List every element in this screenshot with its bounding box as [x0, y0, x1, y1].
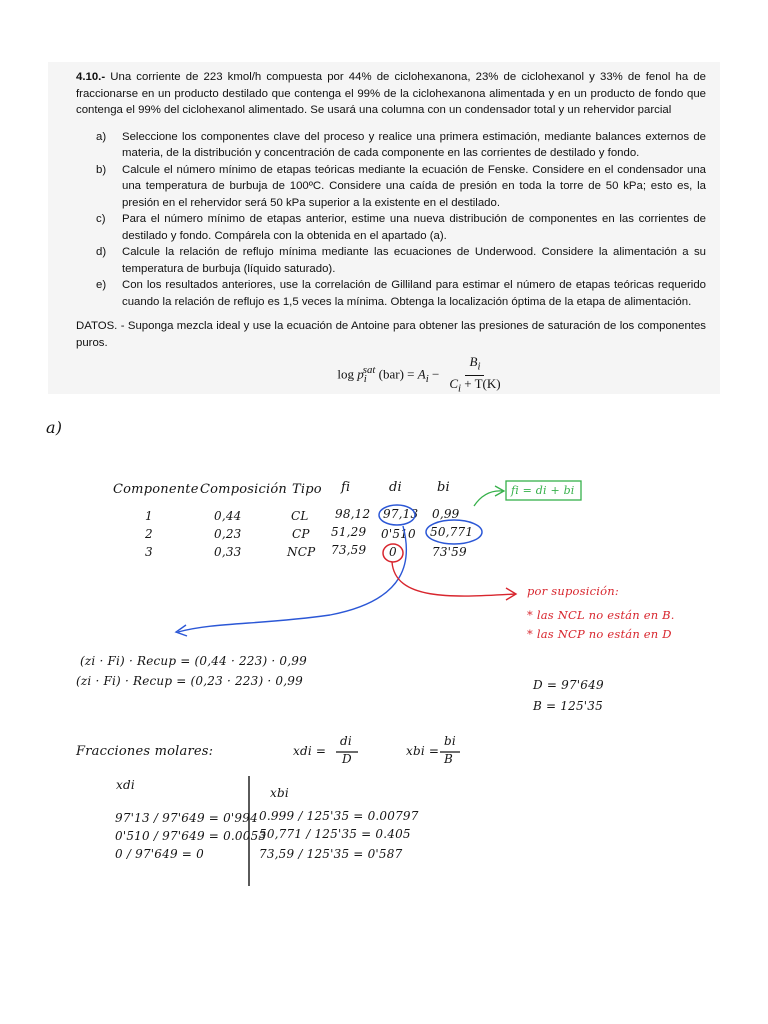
- recovery-line-2: (zi · Fi) · Recup = (0,23 · 223) · 0,99: [76, 674, 303, 688]
- problem-item-d: d) Calcule la relación de reflujo mínima mediante las ecuaciones de Underwood. Considere la alimentación a su temperatura de burbuja (líquido saturado).: [96, 246, 706, 275]
- header-bi: bi: [437, 480, 450, 495]
- row2-di: 0'510: [381, 527, 416, 541]
- antoine-fraction: $\frac{B_i}{C_i + T(K)}$: [449, 354, 501, 395]
- arrowhead-green: [495, 486, 504, 496]
- xb-formula-lhs: xbi =: [406, 744, 440, 758]
- row2-composition: 0,23: [214, 527, 242, 541]
- row1-fi: 98,12: [335, 507, 371, 521]
- row2-bi: 50,771: [430, 525, 474, 539]
- row1-type: CL: [291, 509, 309, 523]
- problem-datos: DATOS. - Suponga mezcla ideal y use la ecuación de Antoine para obtener las presiones de saturación de los componentes puros.: [76, 320, 706, 349]
- problem-intro: [76, 69, 706, 119]
- xb-row-3: 73,59 / 125'35 = 0'587: [259, 847, 403, 861]
- header-di: di: [389, 480, 402, 495]
- xd-header: xdi: [116, 778, 135, 792]
- row3-di: 0: [389, 545, 397, 559]
- problem-item-a: a) Seleccione los componentes clave del proceso y realice una primera estimación, mediante balances externos de materia, de la distribución y concentración de cada componente en las corrientes de destilado y fondo.: [96, 130, 706, 159]
- problem-items: [76, 129, 706, 311]
- problem-item-c: c) Para el número mínimo de etapas anterior, estime una nueva distribución de componentes en las corrientes de destilado y fondo. Compárela con la obtenida en el apartado (a).: [96, 213, 706, 242]
- row1-di: 97,13: [383, 507, 419, 521]
- part-a-label: a): [46, 418, 63, 437]
- arrow-red-assumption: [392, 562, 515, 596]
- row2-component: 2: [145, 527, 153, 541]
- row3-bi: 73'59: [432, 545, 467, 559]
- xd-row-1: 97'13 / 97'649 = 0'994: [115, 811, 258, 825]
- row2-type: CP: [292, 527, 310, 541]
- xb-formula-den: B: [444, 752, 454, 766]
- row3-type: NCP: [287, 545, 316, 559]
- arrowhead-blue: [176, 625, 187, 636]
- header-componente: Componente: [113, 482, 199, 497]
- xd-row-3: 0 / 97'649 = 0: [115, 847, 204, 861]
- xd-row-2: 0'510 / 97'649 = 0.0053: [115, 829, 267, 843]
- problem-item-e: e) Con los resultados anteriores, use la correlación de Gilliland para estimar el número de etapas teóricas requerido cuando la relación de reflujo es 1,5 veces la mínima. Obtenga la localización óptima de la etapa de alimentación.: [96, 279, 706, 308]
- antoine-equation: $\log p_i^{sat}$ $(bar) = A_i$ − $\frac{B_i}{C_i + T(K)}$: [76, 354, 706, 396]
- header-tipo: Tipo: [292, 482, 322, 497]
- arrow-green: [474, 491, 503, 506]
- xd-formula-num: di: [340, 734, 352, 748]
- arrowhead-red: [506, 588, 516, 600]
- row3-component: 3: [145, 545, 153, 559]
- xb-row-1: 0.999 / 125'35 = 0.00797: [259, 809, 419, 823]
- xb-header: xbi: [270, 786, 289, 800]
- row1-composition: 0,44: [214, 509, 242, 523]
- assumption-2: * las NCP no están en D: [527, 627, 672, 641]
- bottoms-total: B = 125'35: [533, 699, 603, 713]
- xb-row-2: 50,771 / 125'35 = 0.405: [259, 827, 411, 841]
- balance-note: fi = di + bi: [511, 484, 575, 497]
- assumption-title: por suposición:: [527, 584, 619, 598]
- row3-fi: 73,59: [331, 543, 367, 557]
- problem-item-b: b) Calcule el número mínimo de etapas teóricas mediante la ecuación de Fenske. Considere en el condensador una una temperatura de burbuja de 100ºC. Considere una caída de presión en toda la torre de 50 kPa; esto es, la presión en el rehervidor será 50 kPa superior a la existente en el destilado.: [96, 163, 706, 209]
- problem-text: Una corriente de 223 kmol/h compuesta por 44% de ciclohexanona, 23% de ciclohexanol y 33% de fenol ha de fraccionarse en un producto destilado que contenga el 99% de la ciclohexanona alimentada y en un producto de fondo que contenga el 99% del ciclohexanol alimentado. Se usará una columna con un condensador total y un rehervidor parcial: [76, 71, 706, 116]
- assumption-1: * las NCL no están en B.: [527, 608, 675, 622]
- fractions-title: Fracciones molares:: [76, 744, 214, 759]
- xb-formula-num: bi: [444, 734, 456, 748]
- row3-composition: 0,33: [214, 545, 242, 559]
- arrow-blue-recovery: [178, 526, 406, 632]
- problem-number: 4.10.-: [76, 71, 106, 83]
- problem-statement-box: [48, 62, 720, 394]
- row1-bi: 0,99: [432, 507, 460, 521]
- header-fi: fi: [341, 480, 351, 495]
- recovery-line-1: (zi · Fi) · Recup = (0,44 · 223) · 0,99: [80, 654, 307, 668]
- header-composicion: Composición: [200, 482, 287, 497]
- row2-fi: 51,29: [331, 525, 367, 539]
- distillate-total: D = 97'649: [533, 678, 604, 692]
- row1-component: 1: [145, 509, 153, 523]
- xd-formula-lhs: xdi =: [293, 744, 327, 758]
- xd-formula-den: D: [342, 752, 352, 766]
